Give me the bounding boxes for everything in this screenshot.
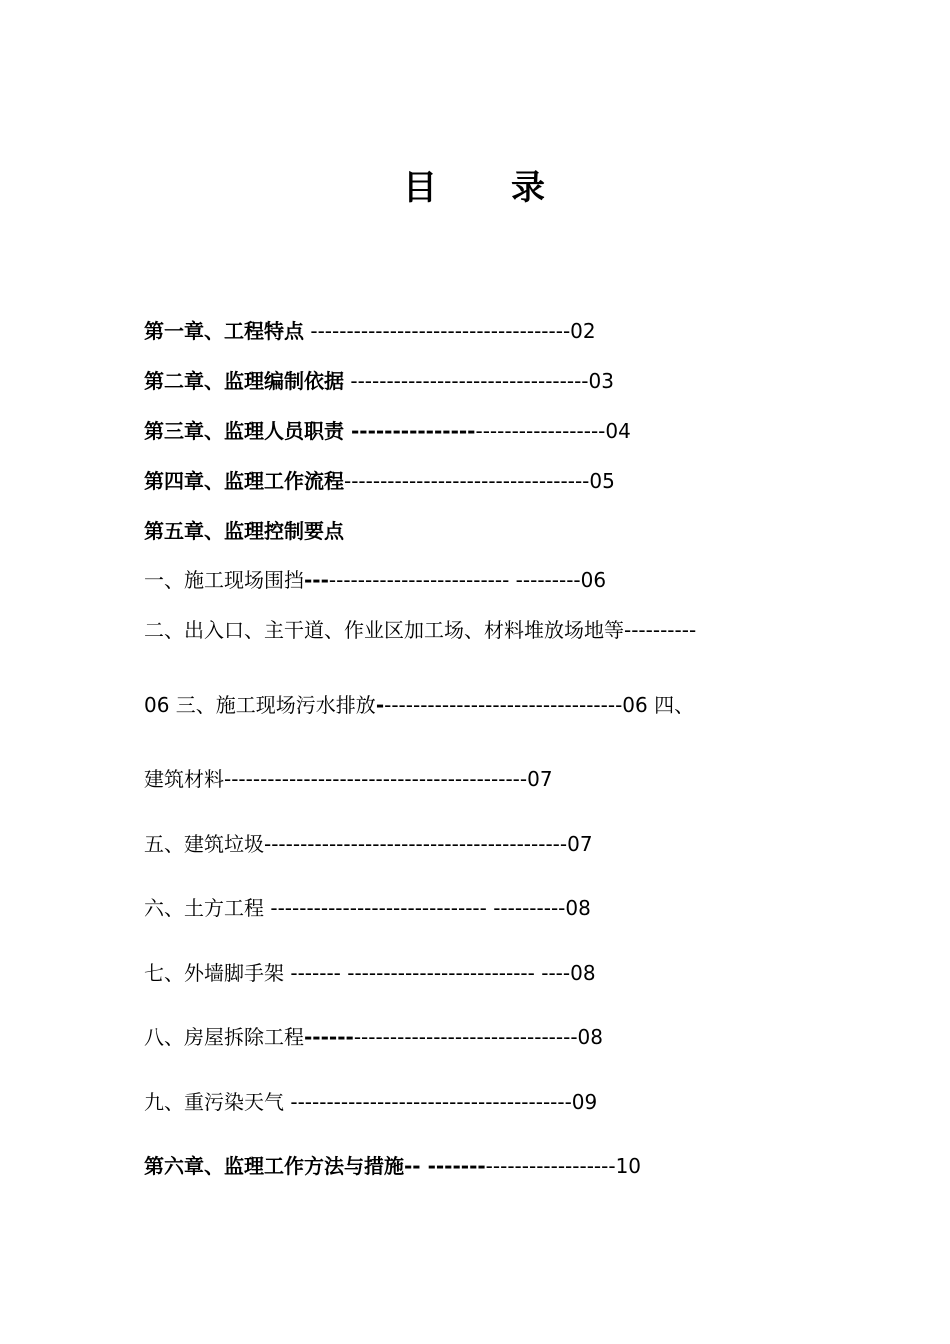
- toc-text: 六、土方工程 ------------------------------ ----------08: [144, 896, 591, 920]
- toc-entry[interactable]: [144, 517, 344, 545]
- toc-entry[interactable]: [144, 566, 606, 594]
- toc-leader-bold: -: [375, 693, 385, 717]
- toc-entry[interactable]: [144, 691, 694, 719]
- toc-entry[interactable]: [144, 1088, 597, 1116]
- toc-heading: 第六章、监理工作方法与措施: [144, 1154, 404, 1178]
- toc-text: 06 三、施工现场污水排放: [144, 693, 376, 717]
- toc-leader: ------------------------------------02: [304, 319, 596, 343]
- toc-leader: ------------------------- ---------06: [328, 568, 607, 592]
- toc-entry[interactable]: [144, 894, 591, 922]
- toc-leader-bold: ---------------: [344, 419, 476, 443]
- toc-text: 八、房屋拆除工程: [144, 1025, 304, 1049]
- toc-leader: ---------------------------------03: [344, 369, 614, 393]
- toc-text: 七、外墙脚手架 ------- -------------------------- ----08: [144, 961, 596, 985]
- toc-text: 建筑材料------------------------------------------07: [144, 767, 553, 791]
- toc-text: 九、重污染天气 ---------------------------------------09: [144, 1090, 598, 1114]
- toc-leader-bold: ------: [304, 1025, 354, 1049]
- toc-entry[interactable]: [144, 765, 553, 793]
- toc-leader-bold: ---: [304, 568, 329, 592]
- toc-text: 二、出入口、主干道、作业区加工场、材料堆放场地等----------: [144, 618, 697, 642]
- toc-entry[interactable]: [144, 1152, 641, 1180]
- toc-text: 一、施工现场围挡: [144, 568, 304, 592]
- page-title: 目 录: [403, 168, 547, 208]
- toc-entry[interactable]: [144, 959, 596, 987]
- toc-leader: ----------------------------------05: [344, 469, 615, 493]
- toc-heading: 第四章、监理工作流程: [144, 469, 344, 493]
- toc-entry[interactable]: [144, 367, 614, 395]
- toc-heading: 第三章、监理人员职责: [144, 419, 344, 443]
- toc-entry[interactable]: [144, 467, 615, 495]
- toc-leader-bold: -- -------: [404, 1154, 486, 1178]
- toc-entry[interactable]: [144, 1023, 603, 1051]
- toc-entry[interactable]: [144, 417, 631, 445]
- toc-leader: -------------------------------08: [353, 1025, 603, 1049]
- toc-entry[interactable]: [144, 830, 593, 858]
- toc-leader: ------------------10: [485, 1154, 642, 1178]
- toc-leader: ------------------04: [475, 419, 631, 443]
- toc-leader: ---------------------------------06 四、: [384, 693, 695, 717]
- toc-heading: 第一章、工程特点: [144, 319, 304, 343]
- toc-text: 五、建筑垃圾------------------------------------------07: [144, 832, 593, 856]
- toc-entry[interactable]: [144, 317, 596, 345]
- toc-heading: 第五章、监理控制要点: [144, 519, 344, 543]
- toc-heading: 第二章、监理编制依据: [144, 369, 344, 393]
- toc-entry[interactable]: [144, 616, 696, 644]
